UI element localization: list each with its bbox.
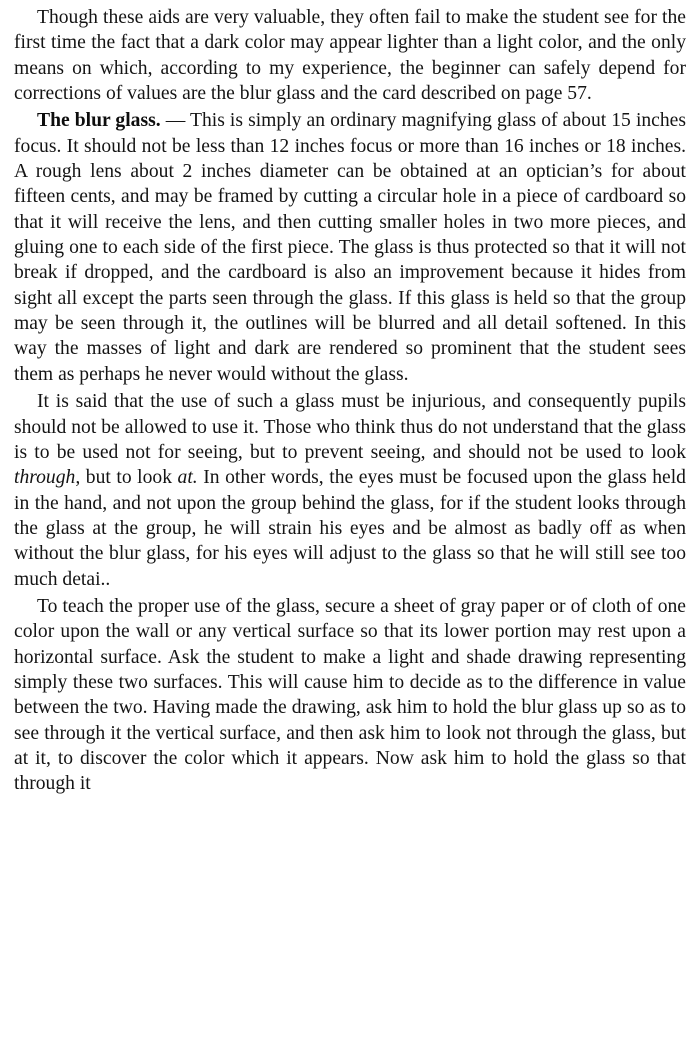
paragraph-injurious-text-3: In other words, the eyes must be focused upon the glass held in the hand, and not upon the group behind the glass, for if the student looks through the glass at the group, he will strain his eyes and be almost as badly off as when without the blur glass, for his eyes will adjust to the glass so that he will still see too much detai..	[14, 467, 686, 590]
document-page	[14, 5, 686, 797]
paragraph-injurious-text-2: but to look	[80, 467, 178, 489]
paragraph-aids-text: Though these aids are very valuable, they often fail to make the student see for the first time the fact that a dark color may appear lighter than a light color, and the only means on which, according to my experience, the beginner can safely depend for corrections of values are the blur glass and the card described on page 57.	[14, 7, 686, 105]
paragraph-proper-use	[14, 594, 686, 797]
section-heading-blur-glass: The blur glass.	[37, 110, 161, 132]
emphasis-through: through,	[14, 467, 81, 489]
paragraph-aids	[14, 5, 686, 106]
paragraph-blur-glass	[14, 108, 686, 387]
paragraph-blur-glass-text: — This is simply an ordinary magnifying glass of about 15 inches focus. It should not be less than 12 inches focus or more than 16 inches or 18 inches. A rough lens about 2 inches diameter can be obtained at an optician’s for about fifteen cents, and may be framed by cutting a circular hole in a piece of cardboard so that it will receive the lens, and then cutting smaller holes in two more pieces, and gluing one to each side of the first piece. The glass is thus protected so that it will not break if dropped, and the cardboard is also an improvement because it hides from sight all except the parts seen through the glass. If this glass is held so that the group may be seen through it, the outlines will be blurred and all detail softened. In this way the masses of light and dark are rendered so prominent that the student sees them as perhaps he never would without the glass.	[14, 110, 686, 385]
paragraph-proper-use-text: To teach the proper use of the glass, secure a sheet of gray paper or of cloth of one color upon the wall or any vertical surface so that its lower portion may rest upon a horizontal surface. Ask the student to make a light and shade drawing representing simply these two surfaces. This will cause him to decide as to the difference in value between the two. Having made the drawing, ask him to hold the blur glass up so as to see through it the vertical surface, and then ask him to look not through the glass, but at it, to discover the color which it appears. Now ask him to hold the glass so that through it	[14, 595, 686, 795]
paragraph-injurious-text-1: It is said that the use of such a glass must be injurious, and consequently pupils should not be allowed to use it. Those who think thus do not understand that the glass is to be used not for seeing, but to prevent seeing, and should not be used to look	[14, 391, 686, 463]
paragraph-injurious	[14, 389, 686, 592]
emphasis-at: at.	[177, 467, 198, 489]
